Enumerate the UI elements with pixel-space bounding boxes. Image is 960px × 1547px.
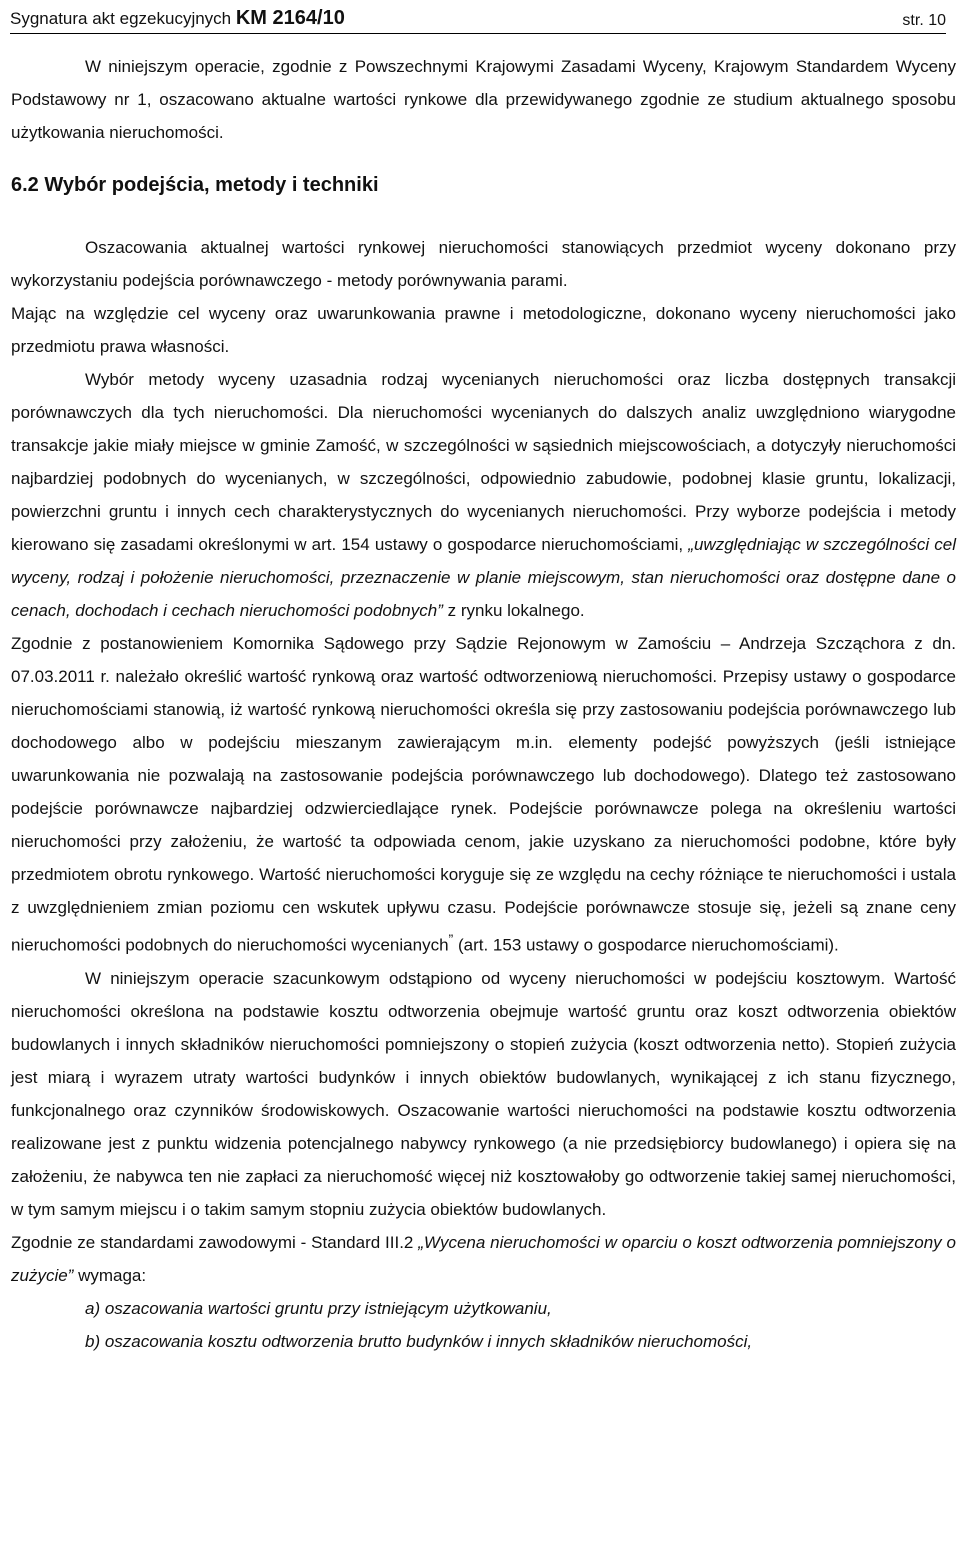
- case-signature: [10, 7, 345, 30]
- page-number: str. 10: [902, 12, 946, 29]
- method-choice-end: z rynku lokalnego.: [442, 601, 585, 620]
- case-number: KM 2164/10: [235, 7, 345, 29]
- paragraph-method-choice: [11, 363, 956, 627]
- standard-end: wymaga:: [73, 1265, 147, 1285]
- statute-quote: „uwzględniając w szczególności cel wyceny, rodzaj i położenie nieruchomości, przeznaczenie w planie miejscowym, stan nieruchomości oraz dostępne dane o cenach, dochodach i cechach nieruchomości podobnych”: [11, 535, 956, 620]
- paragraph-court-order: [11, 627, 956, 962]
- court-order-end: (art. 153 ustawy o gospodarce nieruchomościami).: [453, 935, 839, 955]
- list-item: b) oszacowania kosztu odtworzenia brutto budynków i innych składników nieruchomości,: [85, 1331, 753, 1351]
- footnote-mark: ”: [448, 932, 454, 948]
- paragraph-purpose: Mając na względzie cel wyceny oraz uwarunkowania prawne i metodologiczne, dokonano wyceny nieruchomości jako przedmiotu prawa własności.: [11, 304, 956, 356]
- page-header: [10, 0, 946, 34]
- standard-text: Zgodnie ze standardami zawodowymi - Standard III.2: [11, 1232, 419, 1252]
- paragraph-standard: [11, 1226, 956, 1292]
- list-item: a) oszacowania wartości gruntu przy istniejącym użytkowaniu,: [85, 1298, 552, 1318]
- paragraph-approach: Oszacowania aktualnej wartości rynkowej nieruchomości stanowiących przedmiot wyceny dokonano przy wykorzystaniu podejścia porównawczego - metody porównywania parami.: [11, 238, 956, 290]
- intro-paragraph: W niniejszym operacie, zgodnie z Powszechnymi Krajowymi Zasadami Wyceny, Krajowym Standardem Wyceny Podstawowy nr 1, oszacowano aktualne wartości rynkowe dla przewidywanego zgodnie ze studium aktualnego sposobu użytkowania nieruchomości.: [11, 57, 956, 142]
- document-body: [11, 50, 956, 1358]
- method-choice-text: Wybór metody wyceny uzasadnia rodzaj wycenianych nieruchomości oraz liczba dostępnych transakcji porównawczych dla tych nieruchomości. Dla nieruchomości wycenianych do dalszych analiz uwzględniono wiarygodne transakcje jakie miały miejsce w gminie Zamość, w szczególności w sąsiednich miejscowościach, a dotyczyły nieruchomości najbardziej podobnych do wycenianych, w szczególności, odpowiednio zabudowie, podobnej klasie gruntu, lokalizacji, powierzchni gruntu i innych cech charakterystycznych do wycenianych nieruchomości. Przy wyborze podejścia i metody kierowano się zasadami określonymi w art. 154 ustawy o gospodarce nieruchomościami,: [11, 370, 956, 554]
- signature-prefix: Sygnatura akt egzekucyjnych: [10, 9, 232, 28]
- standard-title: „Wycena nieruchomości w oparciu o koszt odtworzenia pomniejszony o zużycie”: [11, 1232, 956, 1285]
- court-order-text: Zgodnie z postanowieniem Komornika Sądowego przy Sądzie Rejonowym w Zamościu – Andrzeja Szcząchora z dn. 07.03.2011 r. należało określić wartość rynkową oraz wartość odtworzeniową nieruchomości. Przepisy ustawy o gospodarce nieruchomościami stanowią, iż wartość rynkową nieruchomości określa się przy zastosowaniu podejścia porównawczego lub dochodowego albo w podejściu mieszanym zawierającym m.in. elementy podejść powyższych (jeśli istniejące uwarunkowania nie pozwalają na zastosowanie podejścia porównawczego lub dochodowego). Dlatego też zastosowano podejście porównawcze najbardziej odzwierciedlające rynek. Podejście porównawcze polega na określeniu wartości nieruchomości przy założeniu, że wartość ta odpowiada cenom, jakie uzyskano za nieruchomości podobne, które były przedmiotem obrotu rynkowego. Wartość nieruchomości koryguje się ze względu na cechy różniące te nieruchomości i ustala z uwzględnieniem zmian poziomu cen wskutek upływu czasu. Podejście porównawcze stosuje się, jeżeli są znane ceny nieruchomości podobnych do nieruchomości wycenianych: [11, 634, 956, 955]
- section-heading: 6.2 Wybór podejścia, metody i techniki: [11, 174, 379, 196]
- paragraph-cost-approach: W niniejszym operacie szacunkowym odstąpiono od wyceny nieruchomości w podejściu kosztowym. Wartość nieruchomości określona na podstawie kosztu odtworzenia obejmuje wartość gruntu oraz koszt odtworzenia obiektów budowlanych i innych składników nieruchomości pomniejszony o stopień zużycia (koszt odtworzenia netto). Stopień zużycia jest miarą i wyrazem utraty wartości budynków i innych obiektów budowlanych, wynikającej z ich stanu fizycznego, funkcjonalnego oraz czynników środowiskowych. Oszacowanie wartości nieruchomości na podstawie kosztu odtworzenia realizowane jest z punktu widzenia potencjalnego nabywcy rynkowego (a nie przedsiębiorcy budowlanego) i opiera się na założeniu, że nabywca ten nie zapłaci za nieruchomość więcej niż kosztowałoby go odtworzenie takiej samej nieruchomości, w tym samym miejscu i o takim samym stopniu zużycia obiektów budowlanych.: [11, 968, 956, 1219]
